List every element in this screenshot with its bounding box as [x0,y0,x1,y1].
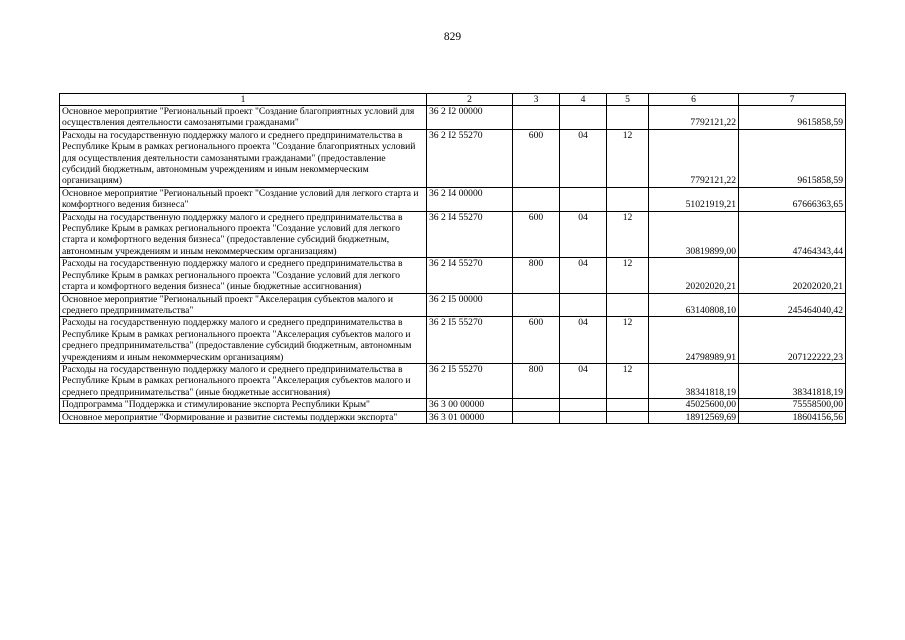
row-type: 800 [513,363,560,398]
row-section: 04 [560,211,607,258]
row-code: 36 2 I4 00000 [427,187,513,211]
row-type [513,399,560,411]
row-subsection [607,106,649,130]
row-type [513,106,560,130]
row-subsection: 12 [607,363,649,398]
row-value-7: 47464343,44 [739,211,846,258]
row-value-6: 20202020,21 [649,258,739,293]
table-row [60,293,846,317]
row-section [560,187,607,211]
row-section [560,106,607,130]
row-code: 36 3 01 00000 [427,411,513,423]
row-type: 600 [513,211,560,258]
row-section: 04 [560,258,607,293]
row-code: 36 2 I4 55270 [427,211,513,258]
row-value-7: 75558500,00 [739,399,846,411]
table-row [60,106,846,130]
row-value-6: 51021919,21 [649,187,739,211]
row-code: 36 3 00 00000 [427,399,513,411]
row-name: Расходы на государственную поддержку малого и среднего предпринимательства в Республике Крым в рамках регионального проекта "Акселерация субъектов малого и среднего предпринимательства" (иные бюджетные ассигнования) [60,363,427,398]
page-number: 829 [443,31,462,43]
row-type: 600 [513,129,560,187]
row-subsection [607,187,649,211]
header-row [60,94,846,106]
row-section: 04 [560,317,607,364]
row-value-7: 9615858,59 [739,106,846,130]
row-section [560,293,607,317]
row-name: Расходы на государственную поддержку малого и среднего предпринимательства в Республике Крым в рамках регионального проекта "Создание условий для легкого старта и комфортного ведения бизнеса" (иные бюджетные ассигнования) [60,258,427,293]
row-name: Основное мероприятие "Региональный проект "Акселерация субъектов малого и среднего предпринимательства" [60,293,427,317]
header-col-5: 5 [607,94,649,106]
table-row [60,411,846,423]
row-code: 36 2 I5 55270 [427,317,513,364]
table-row [60,399,846,411]
row-section: 04 [560,363,607,398]
row-subsection: 12 [607,317,649,364]
row-code: 36 2 I5 55270 [427,363,513,398]
row-code: 36 2 I4 55270 [427,258,513,293]
budget-table [59,93,846,424]
row-value-7: 18604156,56 [739,411,846,423]
table-row [60,211,846,258]
row-subsection [607,411,649,423]
row-subsection: 12 [607,258,649,293]
row-type: 800 [513,258,560,293]
row-name: Расходы на государственную поддержку малого и среднего предпринимательства в Республике Крым в рамках регионального проекта "Создание условий для легкого старта и комфортного ведения бизнеса" (предоставление субсидий бюджетным, автономным учреждениям и иным некоммерческим организациям) [60,211,427,258]
row-subsection [607,399,649,411]
row-value-6: 63140808,10 [649,293,739,317]
row-value-6: 45025600,00 [649,399,739,411]
row-subsection: 12 [607,129,649,187]
header-col-6: 6 [649,94,739,106]
row-value-7: 245464040,42 [739,293,846,317]
row-name: Основное мероприятие "Региональный проект "Создание благоприятных условий для осуществления деятельности самозанятыми гражданами" [60,106,427,130]
row-code: 36 2 I2 55270 [427,129,513,187]
table-row [60,317,846,364]
row-name: Основное мероприятие "Региональный проект "Создание условий для легкого старта и комфортного ведения бизнеса" [60,187,427,211]
table-row [60,258,846,293]
row-value-7: 38341818,19 [739,363,846,398]
row-section: 04 [560,129,607,187]
row-value-7: 207122222,23 [739,317,846,364]
header-col-7: 7 [739,94,846,106]
header-col-3: 3 [513,94,560,106]
table-row [60,187,846,211]
row-value-7: 9615858,59 [739,129,846,187]
row-value-7: 20202020,21 [739,258,846,293]
row-type [513,293,560,317]
row-code: 36 2 I2 00000 [427,106,513,130]
row-subsection: 12 [607,211,649,258]
row-name: Расходы на государственную поддержку малого и среднего предпринимательства в Республике Крым в рамках регионального проекта "Акселерация субъектов малого и среднего предпринимательства" (предоставление субсидий бюджетным, автономным учреждениям и иным некоммерческим организациям) [60,317,427,364]
header-col-2: 2 [427,94,513,106]
row-name: Подпрограмма "Поддержка и стимулирование экспорта Республики Крым" [60,399,427,411]
row-value-6: 7792121,22 [649,106,739,130]
table-row [60,363,846,398]
table-row [60,129,846,187]
row-section [560,399,607,411]
row-value-6: 7792121,22 [649,129,739,187]
row-section [560,411,607,423]
row-value-6: 38341818,19 [649,363,739,398]
row-code: 36 2 I5 00000 [427,293,513,317]
row-value-6: 18912569,69 [649,411,739,423]
row-name: Основное мероприятие "Формирование и развитие системы поддержки экспорта" [60,411,427,423]
row-value-6: 30819899,00 [649,211,739,258]
row-type [513,187,560,211]
row-value-6: 24798989,91 [649,317,739,364]
row-type [513,411,560,423]
row-name: Расходы на государственную поддержку малого и среднего предпринимательства в Республике Крым в рамках регионального проекта "Создание благоприятных условий для осуществления деятельности самозанятыми гражданами" (предоставление субсидий бюджетным, автономным учреждениям и иным некоммерческим организациям) [60,129,427,187]
header-col-4: 4 [560,94,607,106]
row-subsection [607,293,649,317]
row-type: 600 [513,317,560,364]
header-col-1: 1 [60,94,427,106]
row-value-7: 67666363,65 [739,187,846,211]
